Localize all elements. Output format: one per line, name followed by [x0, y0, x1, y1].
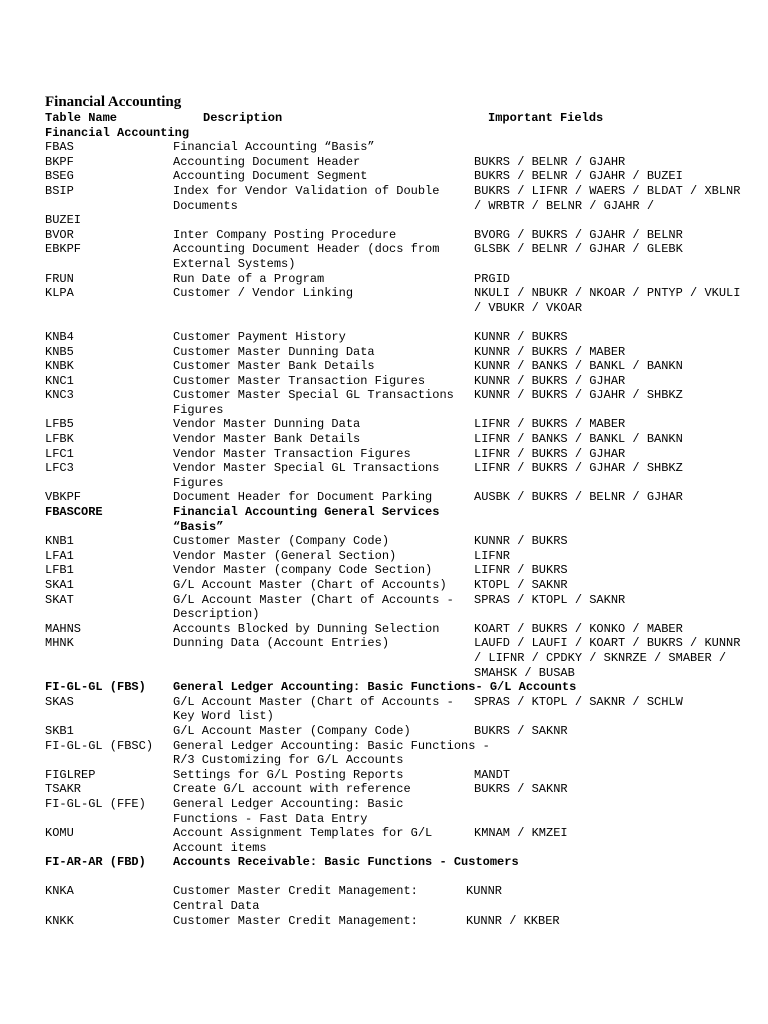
fields-cell: LIFNR / BUKRS / GJHAR — [474, 446, 626, 461]
table-row — [45, 140, 745, 155]
description-cell: Accounting Document Segment — [173, 169, 368, 184]
description-cell: Index for Vendor Validation of Double Documents — [173, 183, 447, 213]
table-name-cell: FIGLREP — [45, 767, 96, 782]
table-name-cell: FRUN — [45, 271, 74, 286]
table-name-cell: BVOR — [45, 227, 74, 242]
fields-cell: KUNNR / BANKS / BANKL / BANKN — [474, 359, 683, 374]
table-row — [45, 768, 745, 783]
table-section-row — [45, 680, 745, 695]
table-name-cell: KNB4 — [45, 329, 74, 344]
table-name-cell: FI-GL-GL (FBSC) — [45, 738, 154, 753]
table-row — [45, 213, 745, 228]
description-cell: Vendor Master (company Code Section) — [173, 563, 433, 578]
table-row — [45, 169, 745, 184]
table-row — [45, 914, 745, 929]
fields-cell: LIFNR / BANKS / BANKL / BANKN — [474, 432, 683, 447]
table-name-cell: LFA1 — [45, 548, 74, 563]
fields-cell: LIFNR / BUKRS / GJHAR / SHBKZ — [474, 461, 683, 476]
table-name-cell: BUZEI — [45, 213, 82, 228]
table-row — [45, 622, 745, 637]
table-section-row — [45, 505, 745, 534]
description-cell: Customer Master Special GL Transactions Figures — [173, 388, 462, 417]
table-row — [45, 432, 745, 447]
fields-cell: AUSBK / BUKRS / BELNR / GJHAR — [474, 490, 683, 505]
fields-cell: PRGID — [474, 271, 511, 286]
fields-cell: BUKRS / LIFNR / WAERS / BLDAT / XBLNR / WRBTR / BELNR / GJAHR / — [474, 183, 748, 213]
document-page — [45, 93, 748, 928]
table-row — [45, 330, 745, 345]
fields-cell: MANDT — [474, 767, 511, 782]
description-cell: Customer Master Dunning Data — [173, 344, 375, 359]
description-cell: Vendor Master Bank Details — [173, 432, 361, 447]
section-heading-text: Financial Accounting — [45, 125, 190, 140]
table-row — [45, 447, 745, 462]
description-cell: Vendor Master Dunning Data — [173, 417, 361, 432]
description-cell: Inter Company Posting Procedure — [173, 227, 397, 242]
table-row — [45, 563, 745, 578]
table-name-cell: FI-GL-GL (FFE) — [45, 796, 146, 811]
table-name-cell: VBKPF — [45, 490, 82, 505]
description-cell: Dunning Data (Account Entries) — [173, 636, 390, 651]
fields-cell: LAUFD / LAUFI / KOART / BUKRS / KUNNR / LIFNR / CPDKY / SKNRZE / SMABER / SMAHSK / BUSAB — [474, 636, 748, 680]
fields-cell: LIFNR / BUKRS / MABER — [474, 417, 626, 432]
description-cell: General Ledger Accounting: Basic Functions - Fast Data Entry — [173, 796, 411, 826]
table-name-cell: LFB5 — [45, 417, 74, 432]
table-row — [45, 286, 748, 315]
description-cell: Customer / Vendor Linking — [173, 286, 354, 301]
table-name-cell: LFBK — [45, 432, 74, 447]
table-name-cell: LFC3 — [45, 461, 74, 476]
table-name-cell: SKB1 — [45, 723, 74, 738]
fields-cell: KUNNR / BUKRS / GJHAR — [474, 373, 626, 388]
section-description-cell: General Ledger Accounting: Basic Functions- G/L Accounts — [173, 680, 577, 695]
fields-cell: KTOPL / SAKNR — [474, 578, 568, 592]
fields-cell: KMNAM / KMZEI — [474, 826, 568, 841]
fields-cell: SPRAS / KTOPL / SAKNR / SCHLW — [474, 694, 683, 709]
table-name-cell: MAHNS — [45, 621, 82, 636]
fields-cell: KUNNR / KKBER — [466, 913, 560, 928]
table-name-cell: KNB5 — [45, 344, 74, 359]
table-row — [45, 826, 745, 855]
table-row — [45, 345, 745, 360]
description-cell: Customer Master (Company Code) — [173, 534, 390, 549]
description-cell: Account Assignment Templates for G/L Account items — [173, 826, 440, 855]
description-cell: G/L Account Master (Chart of Accounts - Description) — [173, 592, 462, 622]
table-row — [45, 695, 745, 724]
table-row — [45, 578, 745, 593]
description-cell: G/L Account Master (Chart of Accounts - Key Word list) — [173, 694, 462, 724]
fields-cell: BUKRS / SAKNR — [474, 723, 568, 738]
section-description-cell: Financial Accounting General Services “Basis” — [173, 505, 447, 534]
table-name-cell: KLPA — [45, 286, 74, 301]
section-code-cell: FI-AR-AR (FBD) — [45, 855, 146, 870]
table-row — [45, 183, 748, 213]
table-row — [45, 724, 745, 739]
fields-cell: KUNNR / BUKRS — [474, 329, 568, 344]
description-cell: Document Header for Document Parking — [173, 490, 433, 505]
header-description: Description — [203, 111, 283, 125]
table-section-row — [45, 855, 745, 870]
table-name-cell: BKPF — [45, 154, 74, 169]
description-cell: Customer Master Credit Management: — [173, 913, 418, 928]
table-name-cell: KNKA — [45, 884, 74, 899]
description-cell: Create G/L account with reference — [173, 782, 411, 797]
table-name-cell: KNKK — [45, 913, 74, 928]
fields-cell: BUKRS / BELNR / GJAHR — [474, 154, 626, 169]
table-name-cell: KNC3 — [45, 388, 74, 403]
table-row — [45, 242, 745, 271]
table-row — [45, 374, 745, 389]
description-cell: Customer Payment History — [173, 329, 346, 344]
table-name-cell: KNB1 — [45, 534, 74, 549]
description-cell: G/L Account Master (Company Code) — [173, 723, 411, 738]
table-name-cell: EBKPF — [45, 242, 82, 257]
description-cell: Vendor Master Transaction Figures — [173, 446, 411, 461]
description-cell: General Ledger Accounting: Basic Functions - R/3 Customizing for G/L Accounts — [173, 738, 498, 768]
table-row — [45, 359, 745, 374]
table-name-cell: BSIP — [45, 183, 74, 198]
table-row — [45, 461, 745, 490]
table-name-cell: LFC1 — [45, 446, 74, 461]
table-name-cell: KNC1 — [45, 373, 74, 388]
row-spacer — [45, 315, 745, 330]
description-cell: Accounting Document Header (docs from External Systems) — [173, 242, 447, 271]
table-name-cell: FBAS — [45, 140, 74, 155]
table-name-cell: SKAT — [45, 592, 74, 607]
section-code-cell: FI-GL-GL (FBS) — [45, 680, 146, 695]
table-name-cell: BSEG — [45, 169, 74, 184]
fields-cell: BUKRS / SAKNR — [474, 782, 568, 797]
table-row — [45, 490, 745, 505]
description-cell: Financial Accounting “Basis” — [173, 140, 375, 155]
table-name-cell: KNBK — [45, 359, 74, 374]
document-title: Financial Accounting — [45, 94, 182, 110]
description-cell: Settings for G/L Posting Reports — [173, 767, 404, 782]
description-cell: Customer Master Bank Details — [173, 359, 375, 374]
table-row — [45, 155, 745, 170]
table-row — [45, 534, 745, 549]
table-row — [45, 797, 745, 826]
section-description-cell: Accounts Receivable: Basic Functions - Customers — [173, 855, 519, 870]
fields-cell: LIFNR / BUKRS — [474, 563, 568, 578]
description-cell: Customer Master Transaction Figures — [173, 373, 426, 388]
header-table-name: Table Name — [45, 111, 118, 125]
description-cell: Customer Master Credit Management: Central Data — [173, 884, 426, 914]
table-row — [45, 272, 745, 287]
table-row — [45, 739, 745, 768]
fields-cell: SPRAS / KTOPL / SAKNR — [474, 592, 626, 607]
table-row — [45, 884, 745, 913]
fields-cell: GLSBK / BELNR / GJHAR / GLEBK — [474, 242, 683, 257]
fields-cell: LIFNR — [474, 548, 511, 563]
fields-cell: BUKRS / BELNR / GJAHR / BUZEI — [474, 169, 683, 184]
fields-cell: KUNNR / BUKRS — [474, 534, 568, 549]
fields-cell: NKULI / NBUKR / NKOAR / PNTYP / VKULI / VBUKR / VKOAR — [474, 286, 748, 315]
header-important-fields: Important Fields — [488, 111, 604, 125]
description-cell: Vendor Master Special GL Transactions Figures — [173, 461, 447, 490]
fields-cell: KOART / BUKRS / KONKO / MABER — [474, 621, 683, 636]
table-name-cell: SKAS — [45, 694, 74, 709]
table-name-cell: MHNK — [45, 636, 74, 651]
table-row — [45, 782, 745, 797]
section-code-cell: FBASCORE — [45, 505, 103, 520]
table-row — [45, 228, 745, 243]
fields-cell: KUNNR / BUKRS / MABER — [474, 344, 626, 359]
table-name-cell: LFB1 — [45, 563, 74, 578]
description-cell: Accounting Document Header — [173, 154, 361, 169]
table-row — [45, 636, 748, 680]
description-cell: Run Date of a Program — [173, 271, 325, 286]
table-row — [45, 593, 745, 622]
fields-cell: BVORG / BUKRS / GJAHR / BELNR — [474, 227, 683, 242]
fields-cell: KUNNR — [466, 884, 503, 899]
section-heading — [45, 126, 745, 141]
table-header — [45, 111, 745, 126]
fields-cell: KUNNR / BUKRS / GJAHR / SHBKZ — [474, 388, 683, 403]
table-row — [45, 388, 745, 417]
table-row — [45, 549, 745, 564]
row-spacer — [45, 870, 745, 885]
table-row — [45, 417, 745, 432]
description-cell: G/L Account Master (Chart of Accounts) — [173, 578, 447, 592]
description-cell: Vendor Master (General Section) — [173, 548, 397, 563]
table — [45, 111, 748, 928]
table-name-cell: KOMU — [45, 826, 74, 841]
table-name-cell: SKA1 — [45, 578, 74, 592]
table-name-cell: TSAKR — [45, 782, 82, 797]
description-cell: Accounts Blocked by Dunning Selection — [173, 621, 440, 636]
